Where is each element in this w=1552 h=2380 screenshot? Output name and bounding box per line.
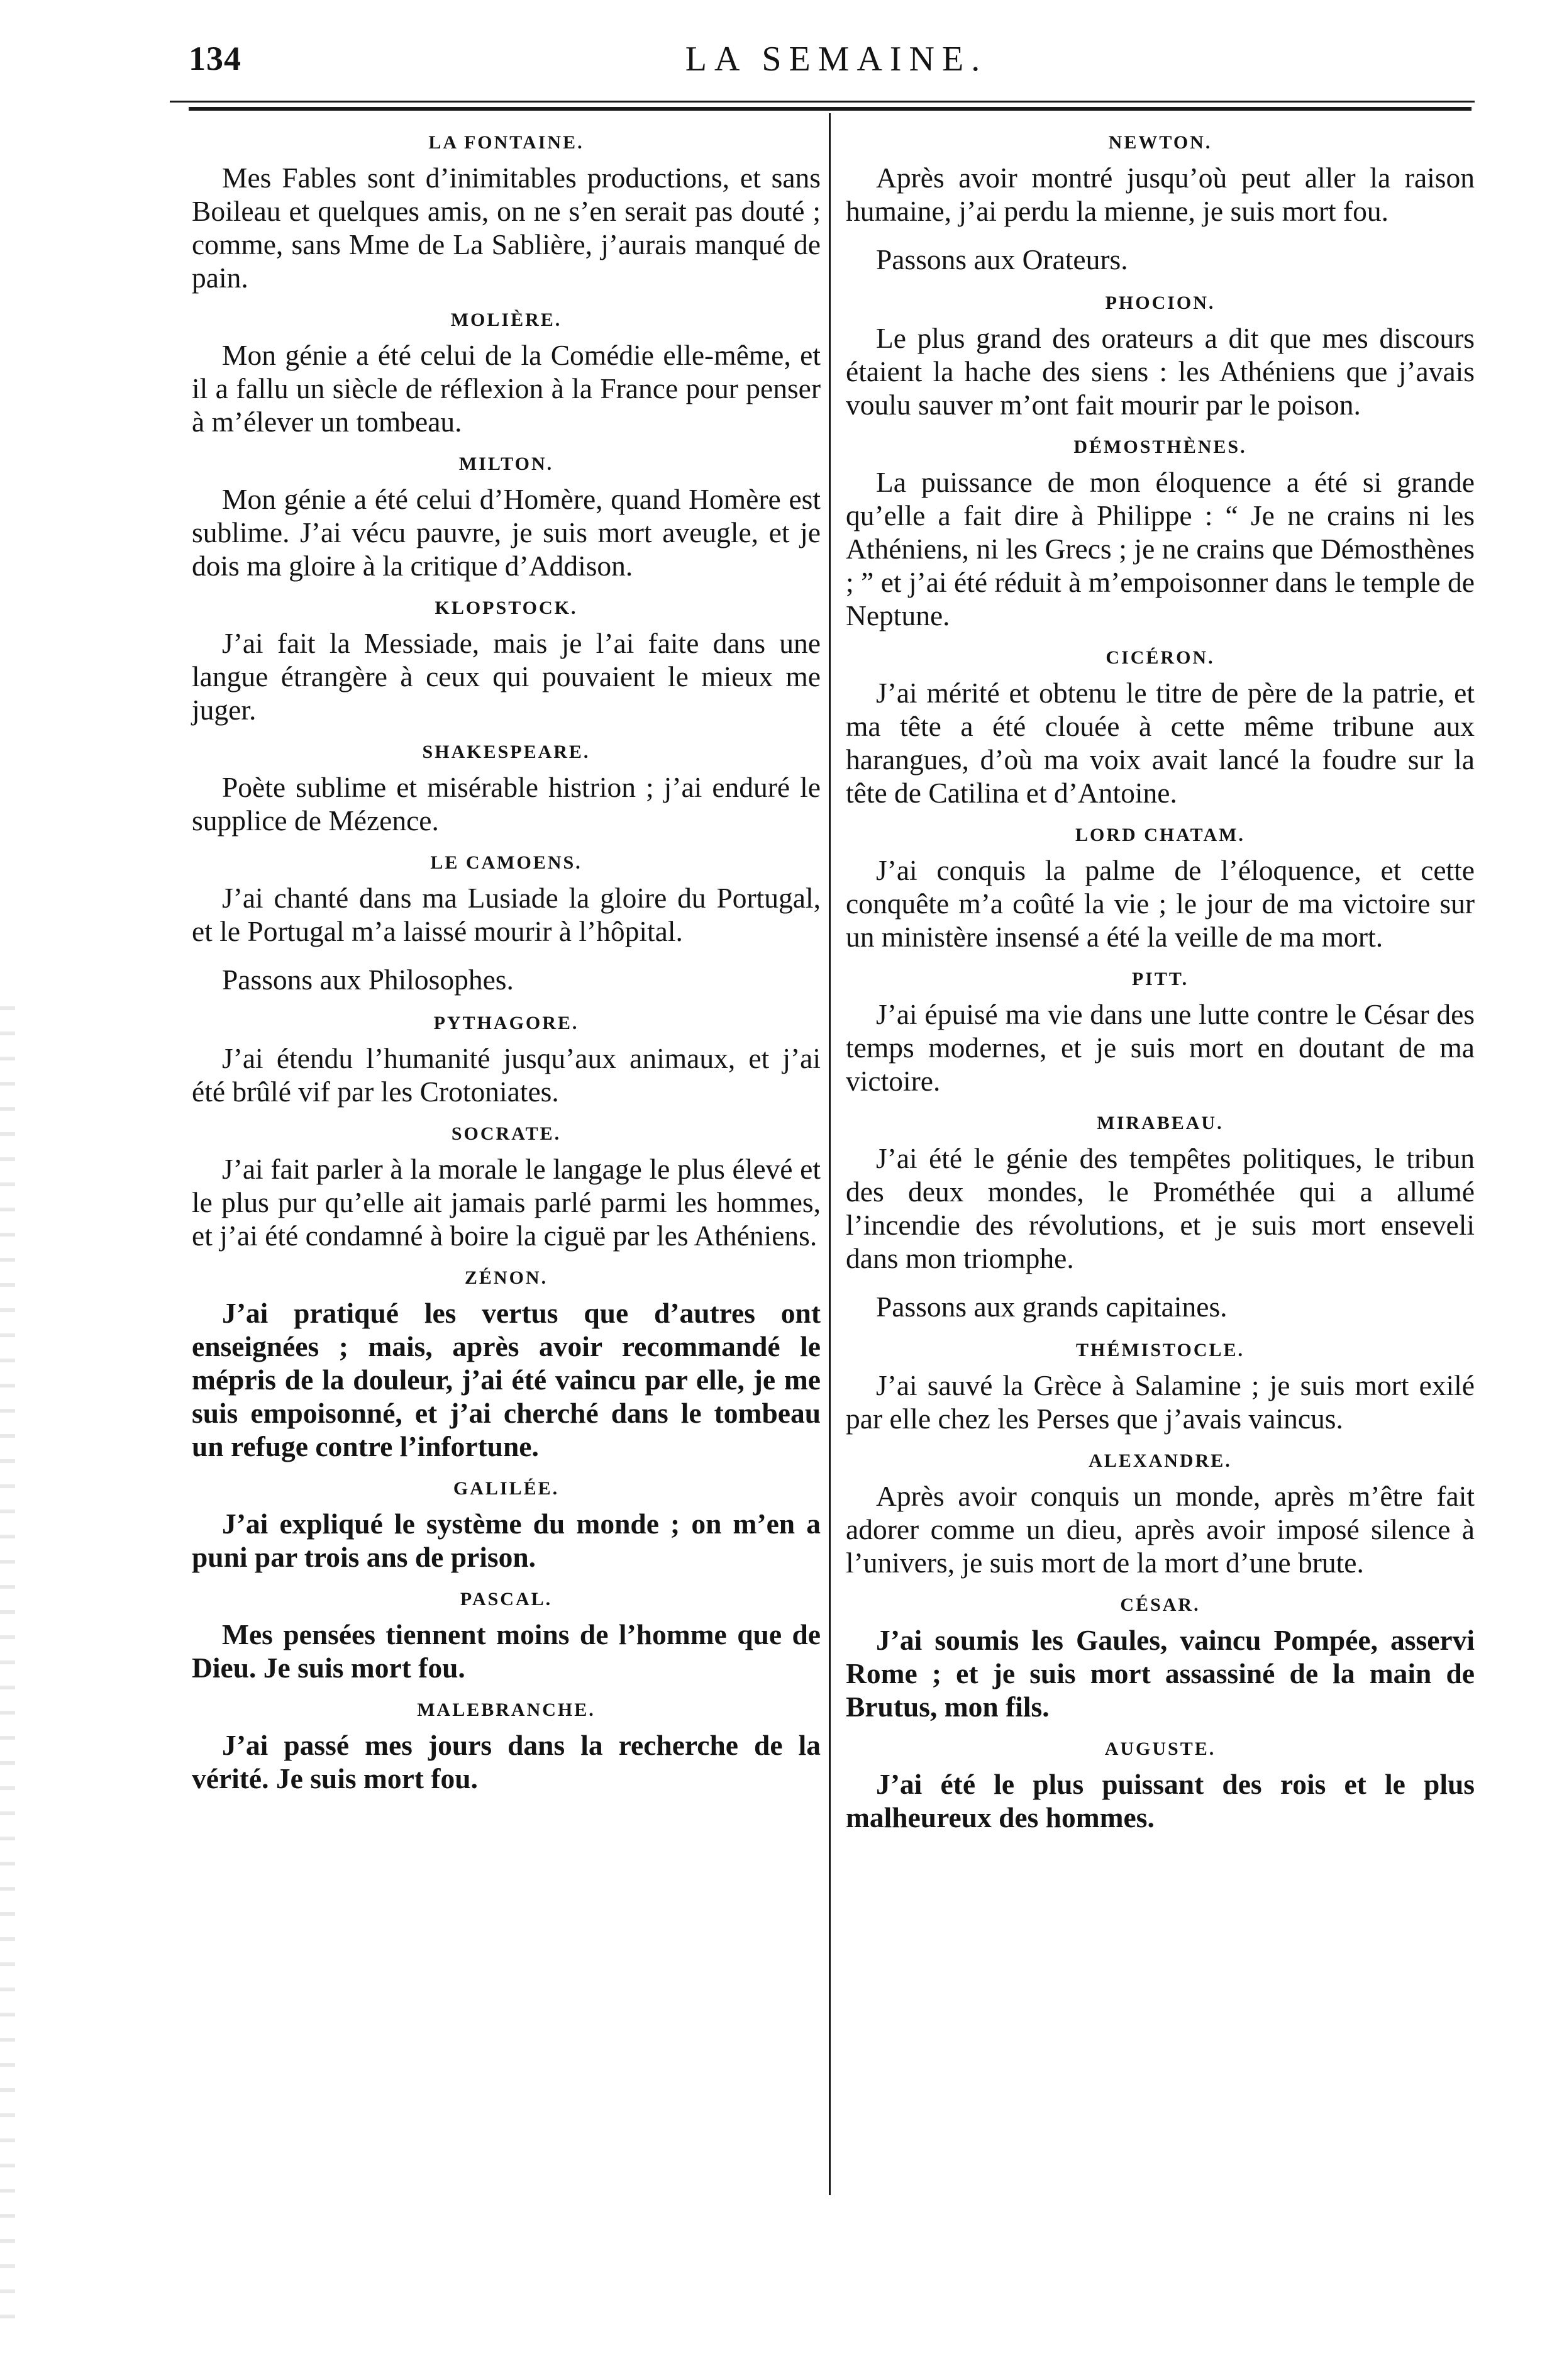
entry — [192, 852, 821, 948]
entry-text: La puissance de mon éloquence a été si grande qu’elle a fait dire à Philippe : “ Je ne crains ni les Athéniens, ni les Grecs ; je ne crains que Démosthènes ; ” et j’ai été réduit à m’empoisonner dans le temple de Neptune. — [846, 466, 1475, 631]
entry-heading: LA FONTAINE. — [428, 132, 584, 153]
entry-heading: ALEXANDRE. — [1089, 1450, 1232, 1471]
entry-text: J’ai épuisé ma vie dans une lutte contre le César des temps modernes, et je suis mort en doutant de ma victoire. — [846, 998, 1475, 1097]
entry-text: J’ai conquis la palme de l’éloquence, et cette conquête m’a coûté la vie ; le jour de ma victoire sur un ministère insensé a été la veille de ma mort. — [846, 854, 1475, 953]
entry-text: Mon génie a été celui d’Homère, quand Homère est sublime. J’ai vécu pauvre, je suis mort aveugle, et je dois ma gloire à la critique d’Addison. — [192, 483, 821, 582]
entry-text: J’ai été le plus puissant des rois et le plus malheureux des hommes. — [846, 1768, 1475, 1833]
entry-heading: PHOCION. — [1105, 292, 1216, 313]
entry — [846, 1594, 1475, 1723]
entry — [192, 1478, 821, 1574]
entry-heading: PYTHAGORE. — [433, 1013, 579, 1033]
left-column — [192, 126, 821, 1810]
entry-text: Mon génie a été celui de la Comédie elle-même, et il a fallu un siècle de réflexion à la France pour penser à m’élever un tombeau. — [192, 339, 821, 438]
entry-text: J’ai passé mes jours dans la recherche de la vérité. Je suis mort fou. — [192, 1729, 821, 1794]
entry — [846, 1450, 1475, 1579]
entry-text: Le plus grand des orateurs a dit que mes discours étaient la hache des siens : les Athéniens que j’avais voulu sauver m’ont fait mourir par le poison. — [846, 322, 1475, 421]
entry-text: Après avoir conquis un monde, après m’être fait adorer comme un dieu, après avoir imposé silence à l’univers, je suis mort de la mort d’une brute. — [846, 1480, 1475, 1579]
entry-heading: PASCAL. — [460, 1589, 553, 1610]
section-transition: Passons aux Orateurs. — [876, 243, 1128, 275]
entry-text: J’ai fait parler à la morale le langage le plus élevé et le plus pur qu’elle ait jamais parlé parmi les hommes, et j’ai été condamné à boire la ciguë par les Athéniens. — [192, 1153, 821, 1252]
entry — [192, 1013, 821, 1108]
entry — [192, 1589, 821, 1684]
entry — [192, 598, 821, 726]
entry-heading: CÉSAR. — [1120, 1594, 1200, 1615]
entry-text: Poète sublime et misérable histrion ; j’ai enduré le supplice de Mézence. — [192, 771, 821, 837]
entry-text: J’ai été le génie des tempêtes politiques, le tribun des deux mondes, le Prométhée qui a allumé l’incendie des révolutions, et je suis mort enseveli dans mon triomphe. — [846, 1142, 1475, 1274]
entry-heading: AUGUSTE. — [1104, 1738, 1216, 1759]
margin-speckle — [0, 1006, 15, 2327]
entry-text: J’ai chanté dans ma Lusiade la gloire du Portugal, et le Portugal m’a laissé mourir à l’hôpital. — [192, 882, 821, 947]
running-title: LA SEMAINE. — [685, 40, 988, 79]
entry-text: J’ai sauvé la Grèce à Salamine ; je suis mort exilé par elle chez les Perses que j’avais vaincus. — [846, 1369, 1475, 1435]
entry — [192, 742, 821, 837]
entry-text: J’ai soumis les Gaules, vaincu Pompée, asservi Rome ; et je suis mort assassiné de la main de Brutus, mon fils. — [846, 1624, 1475, 1723]
entry-text: J’ai étendu l’humanité jusqu’aux animaux, et j’ai été brûlé vif par les Crotoniates. — [192, 1042, 821, 1108]
entry — [846, 1738, 1475, 1834]
entry — [846, 825, 1475, 954]
entry-text: J’ai mérité et obtenu le titre de père de la patrie, et ma tête a été clouée à cette même tribune aux harangues, d’où ma voix avait lancé la foudre sur la tête de Catilina et d’Antoine. — [846, 677, 1475, 809]
entry-heading: KLOPSTOCK. — [435, 598, 578, 618]
entry-heading: ZÉNON. — [464, 1267, 548, 1288]
entry-heading: MALEBRANCHE. — [417, 1699, 596, 1720]
entry-heading: MOLIÈRE. — [450, 309, 562, 330]
entry-heading: PITT. — [1131, 969, 1189, 989]
entry — [192, 132, 821, 294]
entry-heading: SOCRATE. — [451, 1123, 562, 1144]
entry — [846, 437, 1475, 632]
entry — [846, 1113, 1475, 1275]
entry — [846, 132, 1475, 228]
entry-text: Après avoir montré jusqu’où peut aller la raison humaine, j’ai perdu la mienne, je suis mort fou. — [846, 162, 1475, 227]
entry — [846, 292, 1475, 421]
section-transition: Passons aux Philosophes. — [222, 964, 514, 996]
entry-heading: MIRABEAU. — [1097, 1113, 1224, 1133]
entry — [192, 1699, 821, 1795]
entry — [846, 1340, 1475, 1435]
entry-text: Mes Fables sont d’inimitables productions, et sans Boileau et quelques amis, on ne s’en serait pas douté ; comme, sans Mme de La Sablière, j’aurais manqué de pain. — [192, 162, 821, 294]
entry-heading: CICÉRON. — [1106, 647, 1215, 668]
entry-heading: GALILÉE. — [453, 1478, 560, 1499]
entry — [846, 969, 1475, 1098]
entry-heading: LE CAMOENS. — [430, 852, 582, 873]
entry — [192, 1267, 821, 1463]
entry — [192, 1123, 821, 1252]
entry-text: J’ai fait la Messiade, mais je l’ai faite dans une langue étrangère à ceux qui pouvaient le mieux me juger. — [192, 627, 821, 726]
page-number: 134 — [189, 40, 241, 77]
entry-heading: NEWTON. — [1108, 132, 1212, 153]
entry-heading: DÉMOSTHÈNES. — [1073, 437, 1247, 457]
header-rule-thin — [170, 101, 1475, 103]
entry — [192, 453, 821, 582]
column-divider — [829, 113, 831, 2195]
section-transition: Passons aux grands capitaines. — [876, 1291, 1228, 1323]
entry-heading: LORD CHATAM. — [1075, 825, 1245, 845]
page-header — [189, 39, 1484, 89]
right-column — [846, 126, 1475, 1849]
entry — [846, 647, 1475, 809]
entry-heading: SHAKESPEARE. — [422, 742, 590, 762]
entry-heading: MILTON. — [458, 453, 554, 474]
header-rule-thick — [189, 107, 1472, 111]
entry-text: J’ai pratiqué les vertus que d’autres ont enseignées ; mais, après avoir recommandé le mépris de la douleur, j’ai été vaincu par elle, je me suis empoisonné, et j’ai cherché dans le tombeau un refuge contre l’infortune. — [192, 1297, 821, 1462]
entry — [192, 309, 821, 438]
entry-text: Mes pensées tiennent moins de l’homme que de Dieu. Je suis mort fou. — [192, 1618, 821, 1684]
entry-heading: THÉMISTOCLE. — [1075, 1340, 1245, 1360]
entry-text: J’ai expliqué le système du monde ; on m’en a puni par trois ans de prison. — [192, 1508, 821, 1573]
